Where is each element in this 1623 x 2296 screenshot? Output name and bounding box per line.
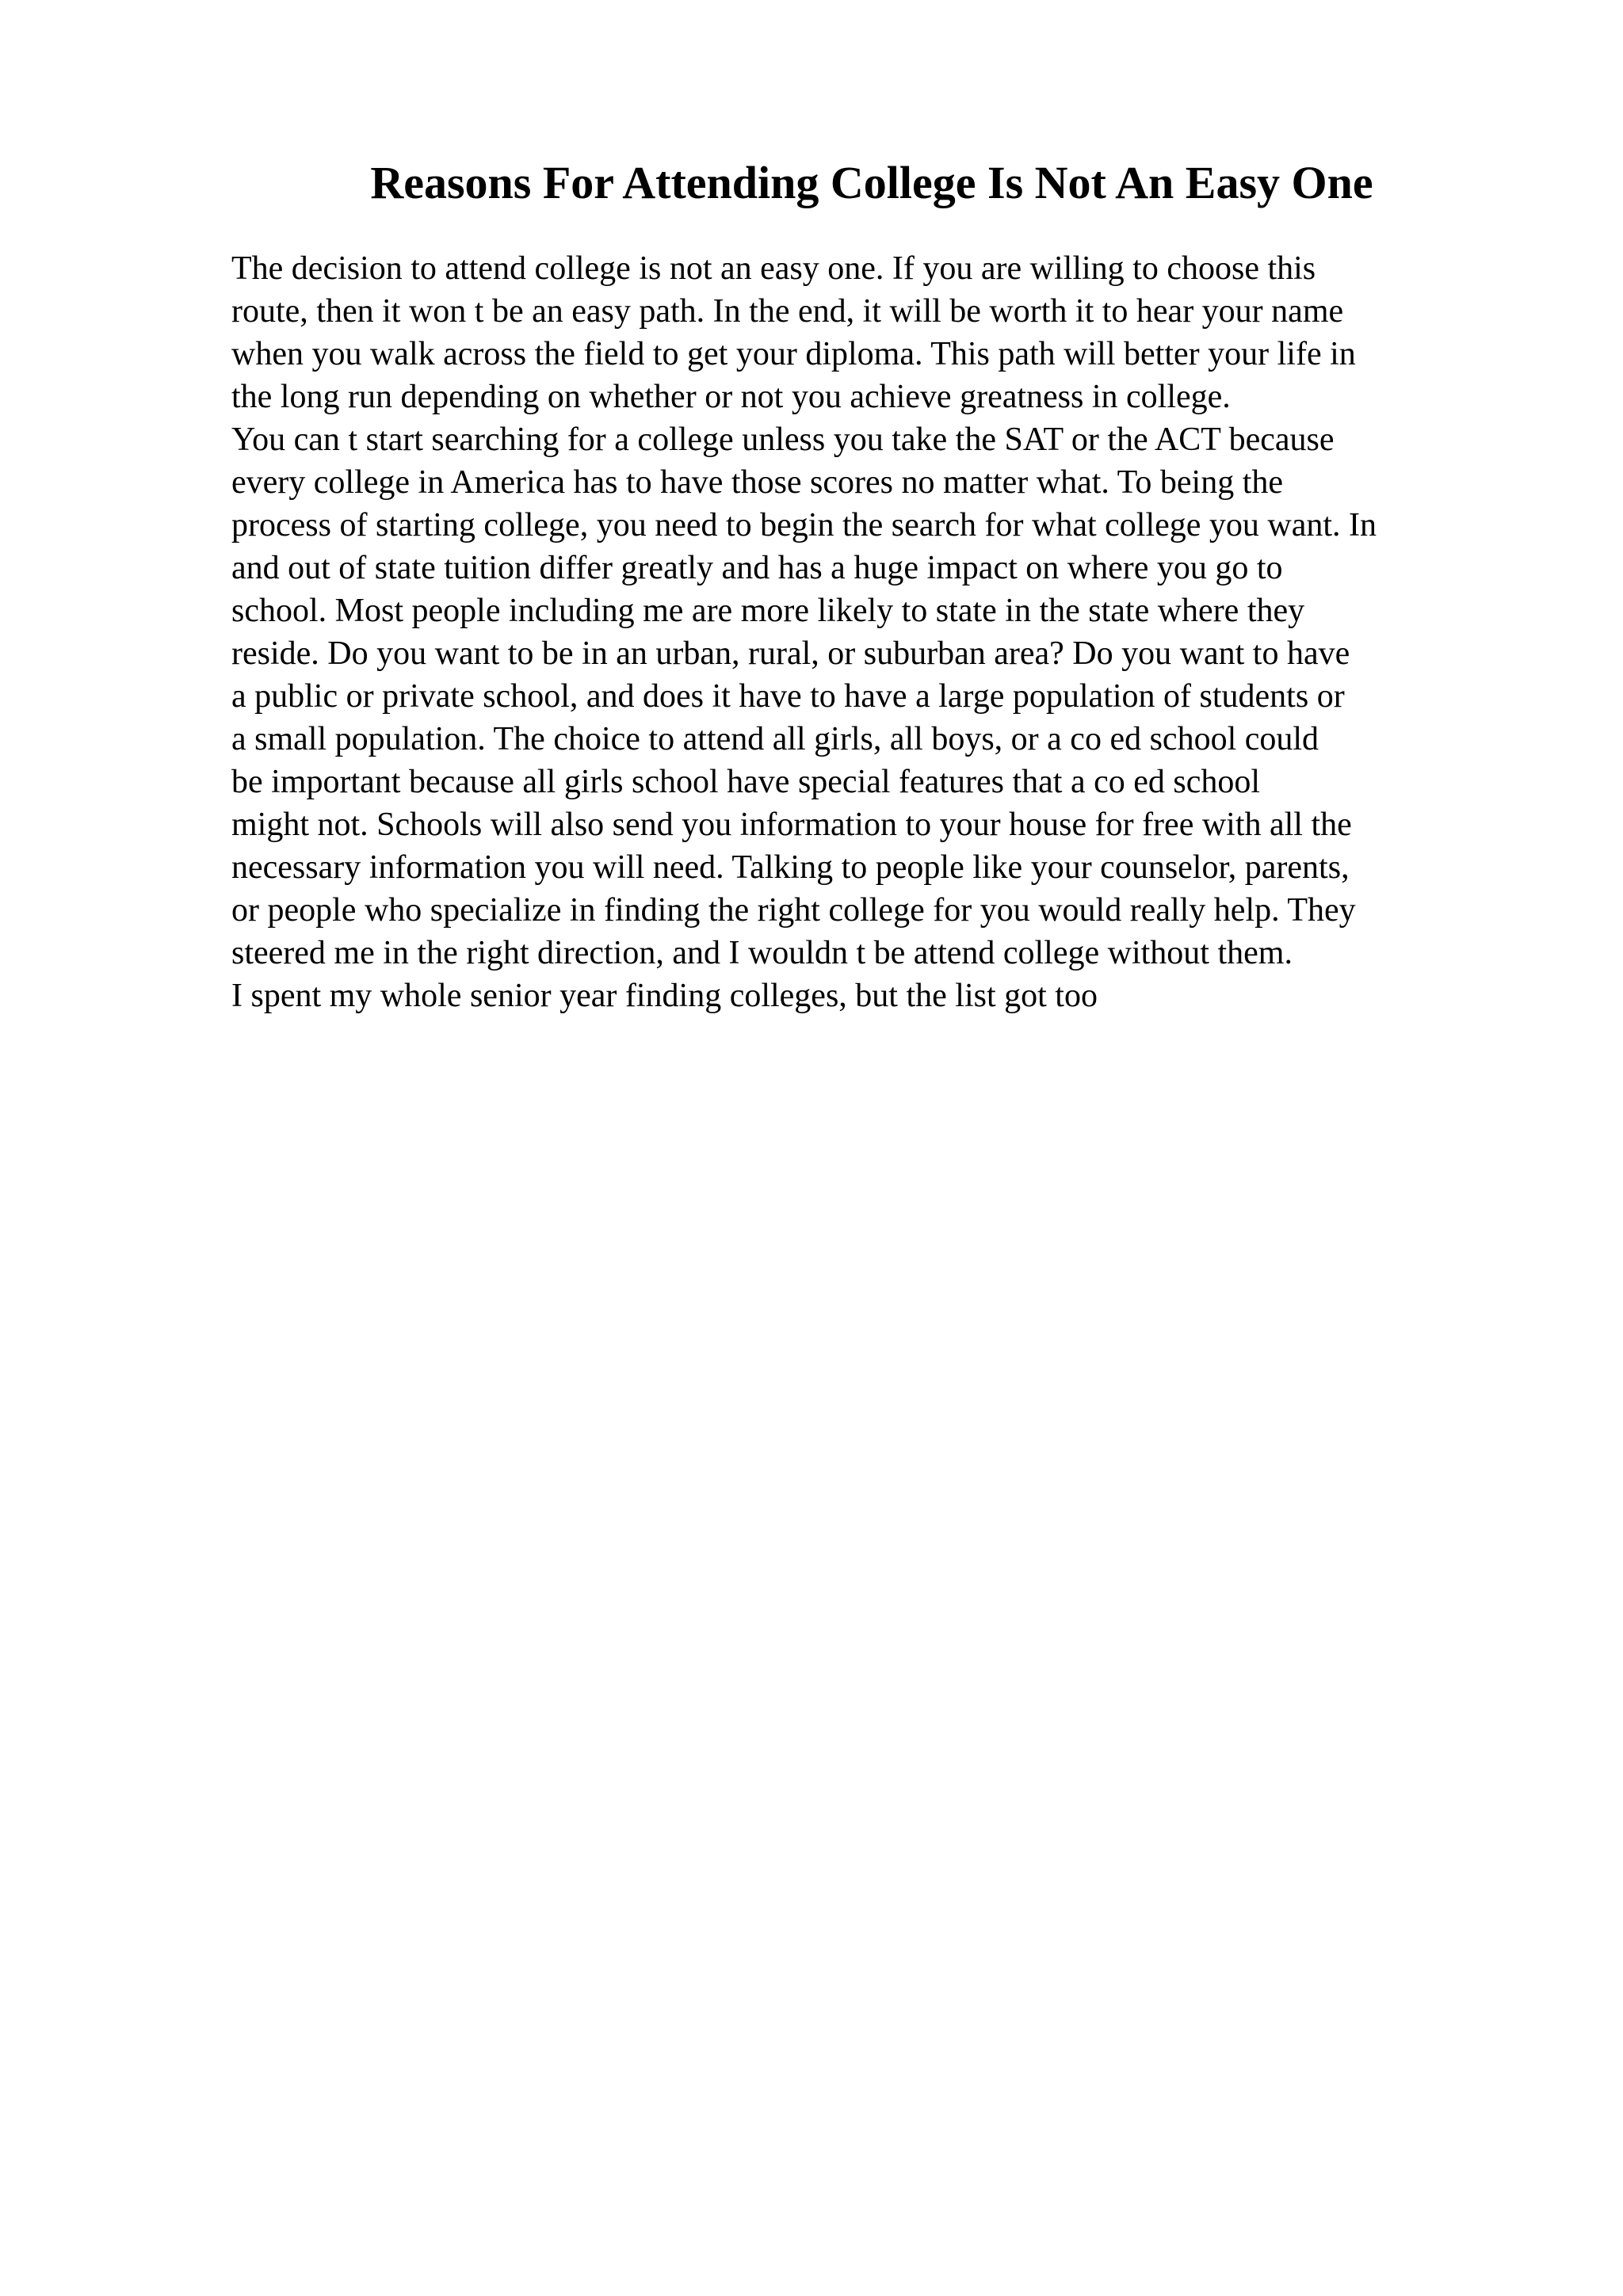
body-line: You can t start searching for a college unless you take the SAT or the ACT because	[231, 421, 1335, 458]
body-line: and out of state tuition differ greatly and has a huge impact on where you go to	[231, 550, 1283, 586]
body-line: route, then it won t be an easy path. In the end, it will be worth it to hear your name	[231, 293, 1344, 330]
body-line: steered me in the right direction, and I wouldn t be attend college without them.	[231, 935, 1293, 971]
body-line: necessary information you will need. Talking to people like your counselor, parents,	[231, 849, 1350, 886]
document-body	[231, 247, 1515, 1017]
body-line: every college in America has to have those scores no matter what. To being the	[231, 464, 1284, 501]
body-line: school. Most people including me are more likely to state in the state where they	[231, 593, 1305, 629]
body-line: the long run depending on whether or not you achieve greatness in college.	[231, 379, 1231, 415]
body-line: or people who specialize in finding the right college for you would really help. They	[231, 892, 1356, 929]
body-line: The decision to attend college is not an easy one. If you are willing to choose this	[231, 250, 1316, 287]
document-title: Reasons For Attending College Is Not An Easy One	[370, 157, 1373, 208]
body-line: reside. Do you want to be in an urban, rural, or suburban area? Do you want to have	[231, 635, 1350, 672]
body-line: a public or private school, and does it have to have a large population of students or	[231, 678, 1345, 715]
body-line: be important because all girls school have special features that a co ed school	[231, 764, 1261, 800]
body-line: I spent my whole senior year finding colleges, but the list got too	[231, 978, 1098, 1014]
body-line: when you walk across the field to get your diploma. This path will better your life in	[231, 336, 1356, 372]
body-line: a small population. The choice to attend all girls, all boys, or a co ed school could	[231, 721, 1319, 757]
body-line: might not. Schools will also send you information to your house for free with all the	[231, 807, 1352, 843]
body-line: process of starting college, you need to begin the search for what college you want. In	[231, 507, 1377, 543]
